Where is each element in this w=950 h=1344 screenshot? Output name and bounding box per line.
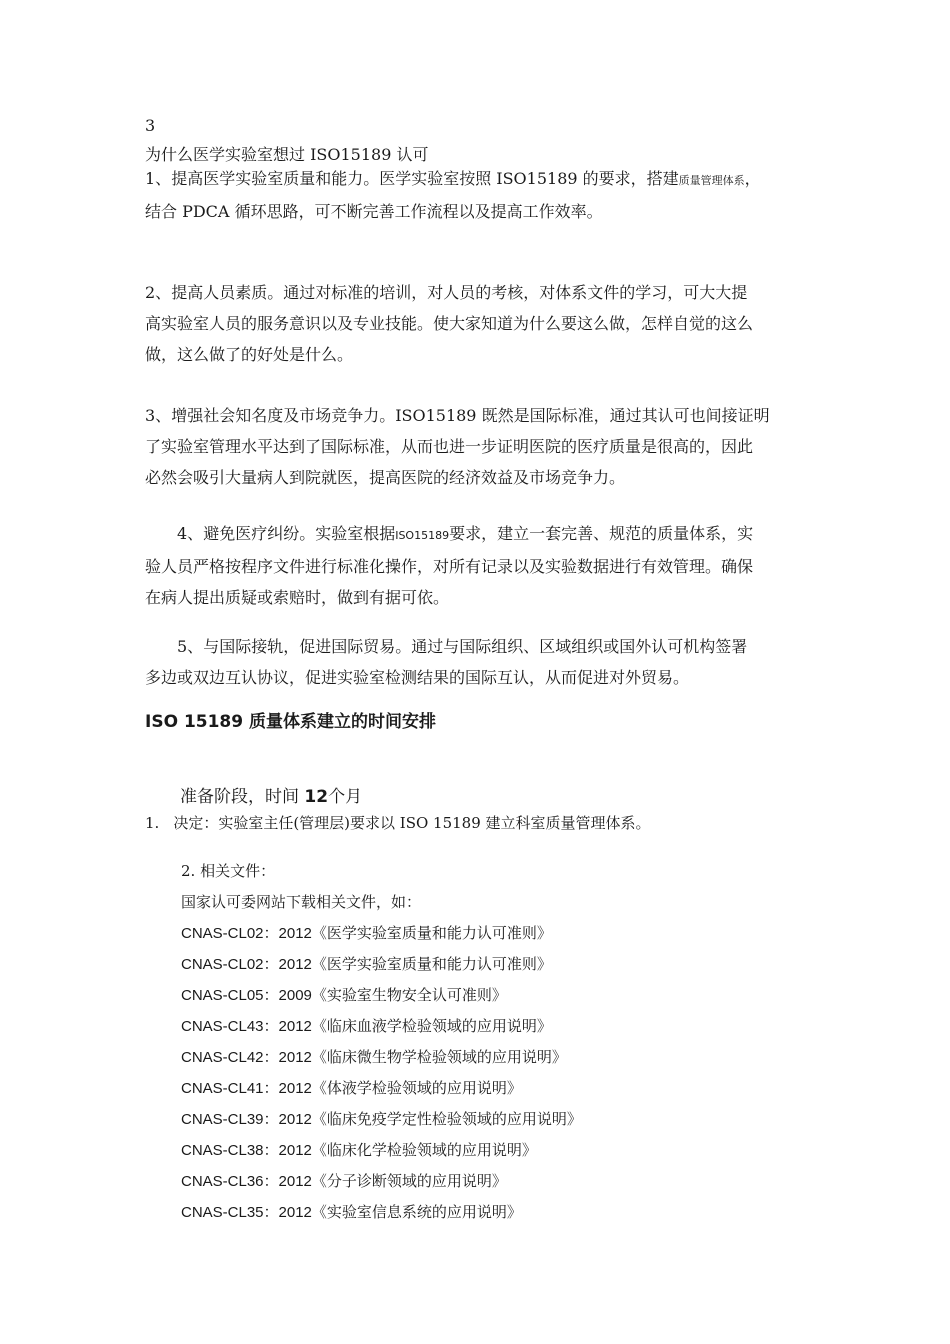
reason-3-line-3: 必然会吸引大量病人到院就医，提高医院的经济效益及市场竞争力。: [145, 468, 626, 487]
reason-number: 4、: [177, 524, 204, 543]
step-1-number: 1.: [145, 814, 160, 832]
inline-term: 质量管理体系: [678, 174, 745, 187]
document-item: [181, 953, 552, 974]
step-1-text: 决定：实验室主任(管理层)要求以 ISO 15189 建立科室质量管理体系。: [173, 814, 651, 832]
document-name: 《医学实验室质量和能力认可准则》: [311, 955, 552, 973]
reason-1-line-2: 结合 PDCA 循环思路，可不断完善工作流程以及提高工作效率。: [145, 202, 603, 221]
inline-term: ISO15189: [395, 529, 450, 542]
document-item: [181, 1170, 507, 1191]
reason-4-line-1: 4、避免医疗纠纷。实验室根据ISO15189要求，建立一套完善、规范的质量体系，实: [177, 524, 754, 543]
section-heading: ISO 15189 质量体系建立的时间安排: [145, 712, 436, 732]
document-item: [181, 1108, 582, 1129]
reason-2: [145, 277, 810, 370]
reason-3-line-1: 3、增强社会知名度及市场竞争力。ISO15189 既然是国际标准，通过其认可也间接证明: [145, 406, 770, 425]
document-name: 《临床微生物学检验领域的应用说明》: [311, 1048, 567, 1066]
document-code: CNAS-CL02：2012: [181, 956, 312, 973]
reason-number: 2、: [145, 283, 172, 302]
reason-number: 3、: [145, 406, 172, 425]
reason-3: [145, 400, 810, 493]
document-code: CNAS-CL05：2009: [181, 987, 312, 1004]
document-name: 《实验室生物安全认可准则》: [311, 986, 507, 1004]
document-code: CNAS-CL42：2012: [181, 1049, 312, 1066]
reason-5-line-1: 5、与国际接轨，促进国际贸易。通过与国际组织、区域组织或国外认可机构签署: [177, 637, 748, 656]
document-name: 《体液学检验领域的应用说明》: [311, 1079, 522, 1097]
document-item: [181, 922, 552, 943]
document-name: 《临床化学检验领域的应用说明》: [311, 1141, 537, 1159]
document-code: CNAS-CL41：2012: [181, 1080, 312, 1097]
reason-number: 5、: [177, 637, 204, 656]
phase-range-start: 1: [304, 787, 317, 807]
step-1: [145, 812, 651, 833]
phase-line: 准备阶段，时间 12个月: [180, 787, 363, 807]
document-item: [181, 1077, 522, 1098]
reason-number: 1、: [145, 169, 172, 188]
reason-1: [145, 163, 810, 227]
document-name: 《医学实验室质量和能力认可准则》: [311, 924, 552, 942]
document-code: CNAS-CL39：2012: [181, 1111, 312, 1128]
reason-2-line-3: 做，这么做了的好处是什么。: [145, 345, 354, 364]
document-name: 《临床血液学检验领域的应用说明》: [311, 1017, 552, 1035]
document-code: CNAS-CL35：2012: [181, 1204, 312, 1221]
reason-2-line-1: 2、提高人员素质。通过对标准的培训，对人员的考核，对体系文件的学习，可大大提: [145, 283, 748, 302]
document-code: CNAS-CL02：2012: [181, 925, 312, 942]
document-code: CNAS-CL43：2012: [181, 1018, 312, 1035]
document-name: 《实验室信息系统的应用说明》: [311, 1203, 522, 1221]
step-2-label: 2. 相关文件：: [181, 862, 276, 880]
document-code: CNAS-CL38：2012: [181, 1142, 312, 1159]
document-item: [181, 1015, 552, 1036]
document-item: [181, 984, 507, 1005]
step-2-intro: 国家认可委网站下载相关文件，如：: [181, 893, 422, 911]
reason-4-line-3: 在病人提出质疑或索赔时，做到有据可依。: [145, 588, 450, 607]
document-item: [181, 1201, 522, 1222]
reason-2-line-2: 高实验室人员的服务意识以及专业技能。使大家知道为什么要这么做，怎样自觉的这么: [145, 314, 754, 333]
reason-1-line-1: 1、提高医学实验室质量和能力。医学实验室按照 ISO15189 的要求，搭建质量管理体系，: [145, 169, 761, 188]
reason-5-line-2: 多边或双边互认协议，促进实验室检测结果的国际互认，从而促进对外贸易。: [145, 668, 690, 687]
document-name: 《分子诊断领域的应用说明》: [311, 1172, 507, 1190]
page-title: 为什么医学实验室想过 ISO15189 认可: [145, 145, 429, 164]
document-code: CNAS-CL36：2012: [181, 1173, 312, 1190]
page-number: 3: [145, 116, 156, 135]
document-item: [181, 1139, 537, 1160]
reason-4-line-2: 验人员严格按程序文件进行标准化操作，对所有记录以及实验数据进行有效管理。确保: [145, 557, 754, 576]
reason-5: [145, 631, 810, 693]
reason-3-line-2: 了实验室管理水平达到了国际标准，从而也进一步证明医院的医疗质量是很高的，因此: [145, 437, 754, 456]
document-item: [181, 1046, 567, 1067]
reason-4: [145, 518, 810, 613]
phase-range-end: 2: [316, 787, 329, 807]
document-name: 《临床免疫学定性检验领域的应用说明》: [311, 1110, 582, 1128]
